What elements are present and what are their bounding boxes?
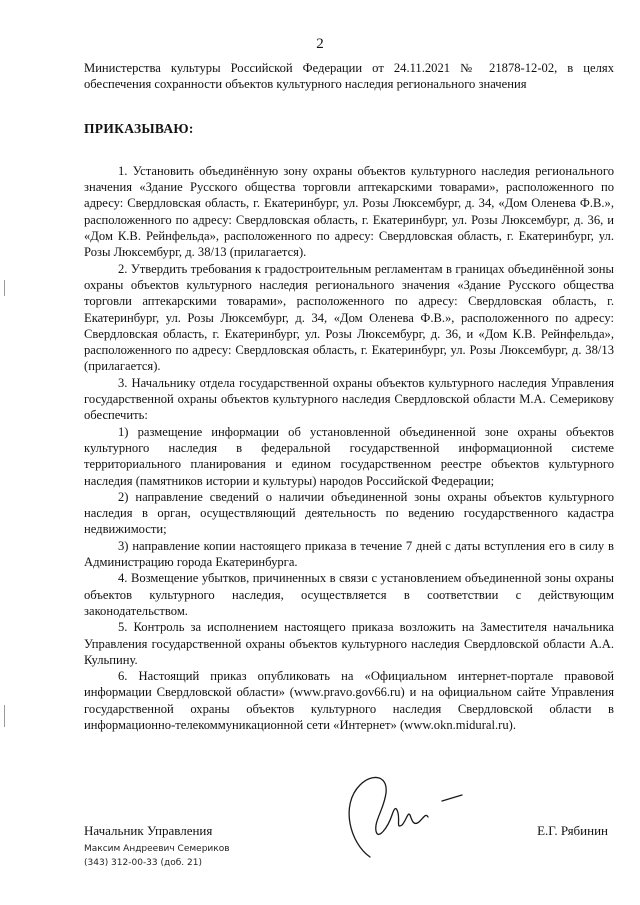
paragraph-5: 5. Контроль за исполнением настоящего приказа возложить на Заместителя начальника Управления государственной охраны объектов культурного наследия Свердловской области А.А. Кульпину.: [84, 620, 614, 667]
paragraph-3-1: 1) размещение информации об установленной объединенной зоне охраны объектов культурного наследия в федеральной государственной информационной системе территориального планирования и едином государственном реестре объектов культурного наследия (памятников истории и культуры) народов Российской Федерации;: [84, 424, 614, 488]
executor-phone: (343) 312-00-33 (доб. 21): [84, 858, 202, 868]
executor-name: Максим Андреевич Семериков: [84, 844, 230, 854]
signatory-title: Начальник Управления: [84, 823, 213, 838]
paragraph-2: 2. Утвердить требования к градостроительным регламентам в границах объединённой зоны охраны объектов культурного наследия регионального значения «Здание Русского общества торговли аптекарскими товарами», расположенного по адресу: Свердловская область, г. Екатеринбург, ул. Розы Люксембург, д. 34, «Дом Оленева Ф.В.», расположенного по адресу: Свердловская область, г. Екатеринбург, ул. Розы Люксембург, д. 36, и «Дом К.В. Рейнфельда», расположенного по адресу: Свердловская область, г. Екатеринбург, ул. Розы Люксембург, д. 38/13 (прилагается).: [84, 261, 614, 374]
handwritten-signature: [330, 765, 480, 865]
order-heading: ПРИКАЗЫВАЮ:: [84, 120, 194, 136]
margin-mark-top: [4, 280, 5, 296]
paragraph-4: 4. Возмещение убытков, причиненных в связи с установлением объединенной зоны охраны объектов культурного наследия, осуществляется в соответствии с действующим законодательством.: [84, 571, 614, 618]
paragraph-1: 1. Установить объединённую зону охраны объектов культурного наследия регионального значения «Здание Русского общества торговли аптекарскими товарами», расположенного по адресу: Свердловская область, г. Екатеринбург, ул. Розы Люксембург, д. 34, «Дом Оленева Ф.В.», расположенного по адресу: Свердловская область, г. Екатеринбург, ул. Розы Люксембург, д. 36, и «Дом К.В. Рейнфельда», расположенного по адресу: Свердловская область, г. Екатеринбург, ул. Розы Люксембург, д. 38/13 (прилагается).: [84, 163, 614, 260]
paragraph-3-2: 2) направление сведений о наличии объединенной зоны охраны объектов культурного наследия в орган, осуществляющий деятельность по ведению государственного кадастра недвижимости;: [84, 489, 614, 537]
paragraph-3: 3. Начальнику отдела государственной охраны объектов культурного наследия Управления государственной охраны объектов культурного наследия Свердловской области М.А. Семерикову обеспечить:: [84, 375, 614, 423]
page-number: 2: [316, 36, 324, 52]
executor-info: [84, 842, 230, 870]
paragraph-6: 6. Настоящий приказ опубликовать на «Официальном интернет-портале правовой информации Свердловской области» (www.pravo.gov66.ru) и на официальном сайте Управления государственной охраны объектов культурного наследия Свердловской области в информационно-телекоммуникационной сети «Интернет» (www.okn.midural.ru).: [84, 669, 614, 732]
paragraph-3-3: 3) направление копии настоящего приказа в течение 7 дней с даты вступления его в силу в Администрацию города Екатеринбурга.: [84, 538, 614, 570]
signatory-name: Е.Г. Рябинин: [537, 823, 608, 838]
margin-mark-bottom: [4, 705, 5, 727]
document-body: [84, 60, 614, 733]
intro-text: Министерства культуры Российской Федерации от 24.11.2021 № 21878-12-02, в целях обеспечения сохранности объектов культурного наследия регионального значения: [84, 61, 614, 92]
